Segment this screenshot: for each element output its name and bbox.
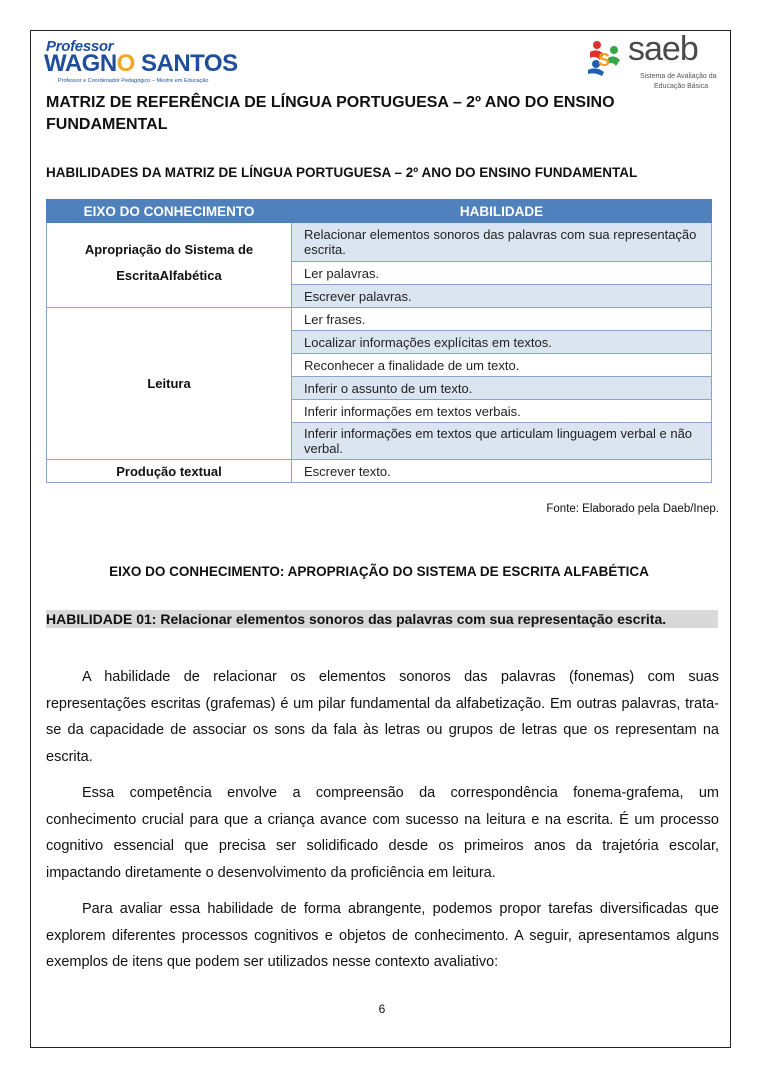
table-source-note: Fonte: Elaborado pela Daeb/Inep. (546, 503, 719, 515)
eixo-heading: EIXO DO CONHECIMENTO: APROPRIAÇÃO DO SISTEMA DE ESCRITA ALFABÉTICA (109, 564, 649, 579)
eixo-cell: Leitura (47, 308, 292, 460)
logo-name-part1: WAGN (44, 50, 117, 77)
page-number: 6 (378, 1002, 386, 1016)
table-row (47, 460, 712, 483)
habilidade-cell: Relacionar elementos sonoros das palavras com sua representação escrita. (292, 223, 712, 262)
logo-tagline: Professor e Coordenador Pedagógico – Mestre em Educação (58, 78, 209, 84)
habilidade-cell: Reconhecer a finalidade de um texto. (292, 354, 712, 377)
habilidade-cell: Escrever texto. (292, 460, 712, 483)
habilidade-cell: Escrever palavras. (292, 285, 712, 308)
saeb-subtitle-line2: Educação Básica (654, 83, 709, 90)
eixo-cell: Produção textual (47, 460, 292, 483)
habilidade-heading: HABILIDADE 01: Relacionar elementos sonoros das palavras com sua representação escrita. (46, 610, 718, 628)
table-row (47, 308, 712, 331)
habilidade-cell: Inferir informações em textos que articulam linguagem verbal e não verbal. (292, 423, 712, 460)
habilidade-cell: Ler palavras. (292, 262, 712, 285)
table-header-row (47, 200, 712, 223)
habilidade-cell: Localizar informações explícitas em textos. (292, 331, 712, 354)
eixo-label: Apropriação do Sistema de EscritaAlfabética (84, 242, 254, 283)
svg-text:S: S (598, 50, 611, 70)
logo-name-part2: SANTOS (134, 50, 238, 77)
logo-line-name (44, 50, 238, 78)
paragraph: Essa competência envolve a compreensão da correspondência fonema-grafema, um conhecimento crucial para que a criança avance com sucesso na leitura e na escrita. É um processo cognitivo essencial que precisa ser solidificado desde os primeiros anos da trajetória escolar, impactando diretamente o desenvolvimento da proficiência em leitura. (46, 785, 719, 881)
saeb-logo (584, 32, 734, 94)
skills-matrix-table (46, 199, 712, 483)
paragraph: Para avaliar essa habilidade de forma abrangente, podemos propor tarefas diversificadas que explorem diferentes processos cognitivos e objetos de conhecimento. A seguir, apresentamos alguns exemplos de itens que podem ser utilizados nesse contexto avaliativo: (46, 901, 719, 970)
eixo-cell (47, 223, 292, 308)
lightbulb-icon: O (116, 50, 135, 77)
saeb-subtitle (640, 72, 717, 92)
body-text (46, 664, 719, 986)
saeb-people-icon (584, 36, 624, 76)
habilidade-cell: Ler frases. (292, 308, 712, 331)
saeb-subtitle-line1: Sistema de Avaliação da (640, 73, 717, 80)
main-title: MATRIZ DE REFERÊNCIA DE LÍNGUA PORTUGUESA – 2º ANO DO ENSINO FUNDAMENTAL (46, 94, 615, 133)
column-header-eixo: EIXO DO CONHECIMENTO (47, 200, 292, 223)
column-header-habilidade: HABILIDADE (292, 200, 712, 223)
section-subtitle: HABILIDADES DA MATRIZ DE LÍNGUA PORTUGUESA – 2º ANO DO ENSINO FUNDAMENTAL (46, 165, 638, 180)
habilidade-cell: Inferir informações em textos verbais. (292, 400, 712, 423)
paragraph: A habilidade de relacionar os elementos sonoros das palavras (fonemas) com suas representações escritas (grafemas) é um pilar fundamental da alfabetização. Em outras palavras, trata-se da capacidade de associar os sons da fala às letras ou grupos de letras que os representam na escrita. (46, 669, 719, 765)
table-row (47, 223, 712, 262)
saeb-wordmark: saeb (628, 30, 698, 68)
logo-line-professor: Professor (46, 38, 114, 55)
habilidade-cell: Inferir o assunto de um texto. (292, 377, 712, 400)
professor-wagno-santos-logo (44, 38, 264, 90)
